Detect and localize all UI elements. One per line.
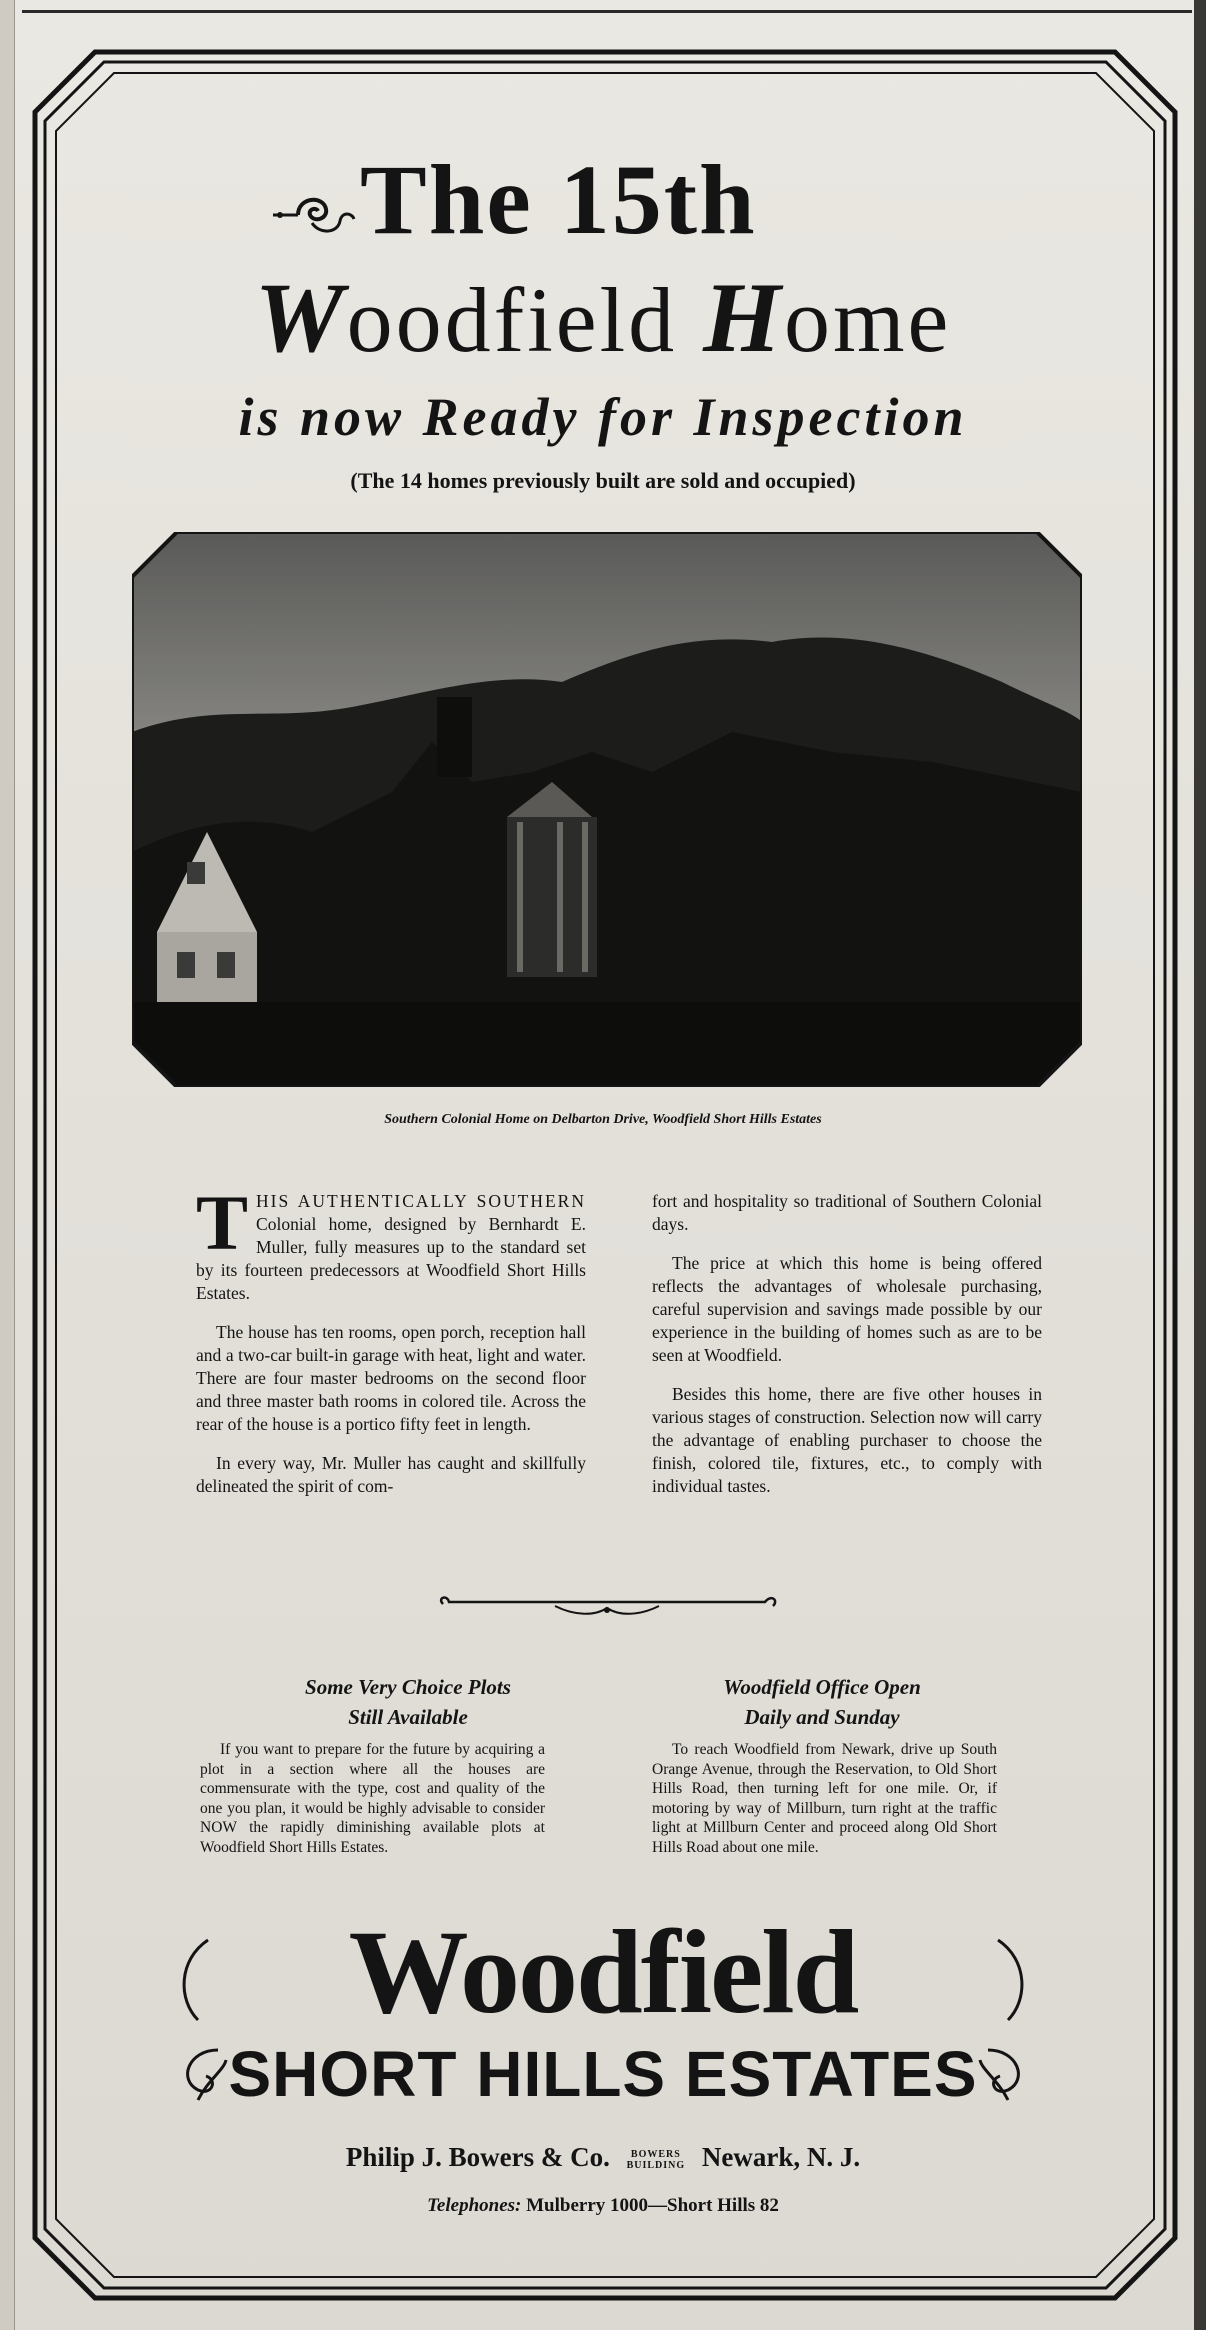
body-column-left: [196, 1179, 586, 1514]
plots-text: [200, 1740, 545, 1857]
office-heading-line-2: Daily and Sunday: [744, 1705, 900, 1729]
body-paragraph-1-text: Colonial home, designed by Bernhardt E. Muller, fully measures up to the standard set by its fourteen predecessors at Woodfield Short Hills Estates.: [196, 1214, 586, 1303]
office-paragraph: To reach Woodfield from Newark, drive up South Orange Avenue, through the Reservation, to Old Short Hills Road, then turning left for one mile. Or, if motoring by way of Millburn, turn right at the traffic light at Millburn Center and proceed along Old Short Hills Road about one mile.: [652, 1741, 997, 1856]
plots-heading: [228, 1672, 588, 1732]
firm-city: Newark, N. J.: [701, 2142, 861, 2172]
body-column-right: [652, 1190, 1042, 1514]
building-label-line-1: BOWERS: [630, 2148, 681, 2160]
photo-caption: Southern Colonial Home on Delbarton Drive, Woodfield Short Hills Estates: [384, 1112, 822, 1127]
drop-cap: T: [196, 1179, 249, 1266]
plots-heading-line-1: Some Very Choice Plots: [305, 1675, 511, 1699]
woodfield-logo-wordmark: Woodfield: [348, 1905, 858, 2038]
plots-paragraph: If you want to prepare for the future by acquiring a plot in a section where all the houses are commensurate with the type, cost and quality of the one you plan, it would be highly advisable to consider NOW the rapidly diminishing available plots at Woodfield Short Hills Estates.: [200, 1741, 545, 1856]
telephones-label: Telephones:: [427, 2195, 522, 2216]
headline-swash-w: W: [254, 262, 347, 373]
body-paragraph-4: fort and hospitality so traditional of Southern Colonial days.: [652, 1191, 1042, 1234]
telephone-numbers: Mulberry 1000—Short Hills 82: [526, 2195, 779, 2216]
headline-line-1: The 15th: [360, 144, 757, 255]
firm-line: [0, 2144, 1206, 2171]
office-text: [652, 1740, 997, 1857]
body-paragraph-1: [196, 1179, 586, 1305]
headline-swash-h: H: [703, 262, 784, 373]
office-heading-line-1: Woodfield Office Open: [723, 1675, 921, 1699]
house-photograph: [132, 532, 1082, 1087]
body-paragraph-6: Besides this home, there are five other houses in various stages of construction. Selection now will carry the advantage of enabling purchaser to choose the finish, colored tile, fixtures, etc., to comply with individual tastes.: [652, 1384, 1042, 1496]
lead-in-smallcaps: HIS AUTHENTICALLY SOUTHERN: [256, 1191, 586, 1211]
body-paragraph-3: In every way, Mr. Muller has caught and skillfully delineated the spirit of com-: [196, 1453, 586, 1496]
headline-line-2: [0, 262, 1206, 373]
headline-word-oodfield: oodfield: [346, 269, 704, 371]
body-paragraph-5: The price at which this home is being offered reflects the advantages of wholesale purchasing, careful supervision and savings made possible by our experience in the building of homes such as are to be seen at Woodfield.: [652, 1253, 1042, 1365]
short-hills-estates-logotype: SHORT HILLS ESTATES: [228, 2038, 978, 2110]
building-label: [627, 2149, 686, 2171]
telephone-line: [0, 2196, 1206, 2215]
office-heading: [642, 1672, 1002, 1732]
headline-subtitle: (The 14 homes previously built are sold and occupied): [350, 468, 856, 493]
headline-word-ome: ome: [783, 269, 952, 371]
body-paragraph-2: The house has ten rooms, open porch, reception hall and a two-car built-in garage with heat, light and water. There are four master bedrooms on the second floor and three master bath rooms in colored tile. Across the rear of the house is a portico fifty feet in length.: [196, 1322, 586, 1434]
firm-name: Philip J. Bowers & Co.: [345, 2142, 610, 2172]
plots-heading-line-2: Still Available: [348, 1705, 468, 1729]
headline-line-3: is now Ready for Inspection: [238, 387, 968, 447]
scroll-divider-ornament-icon: [435, 1592, 780, 1622]
building-label-line-2: BUILDING: [626, 2159, 686, 2171]
fleuron-ornament-icon: [268, 183, 358, 243]
